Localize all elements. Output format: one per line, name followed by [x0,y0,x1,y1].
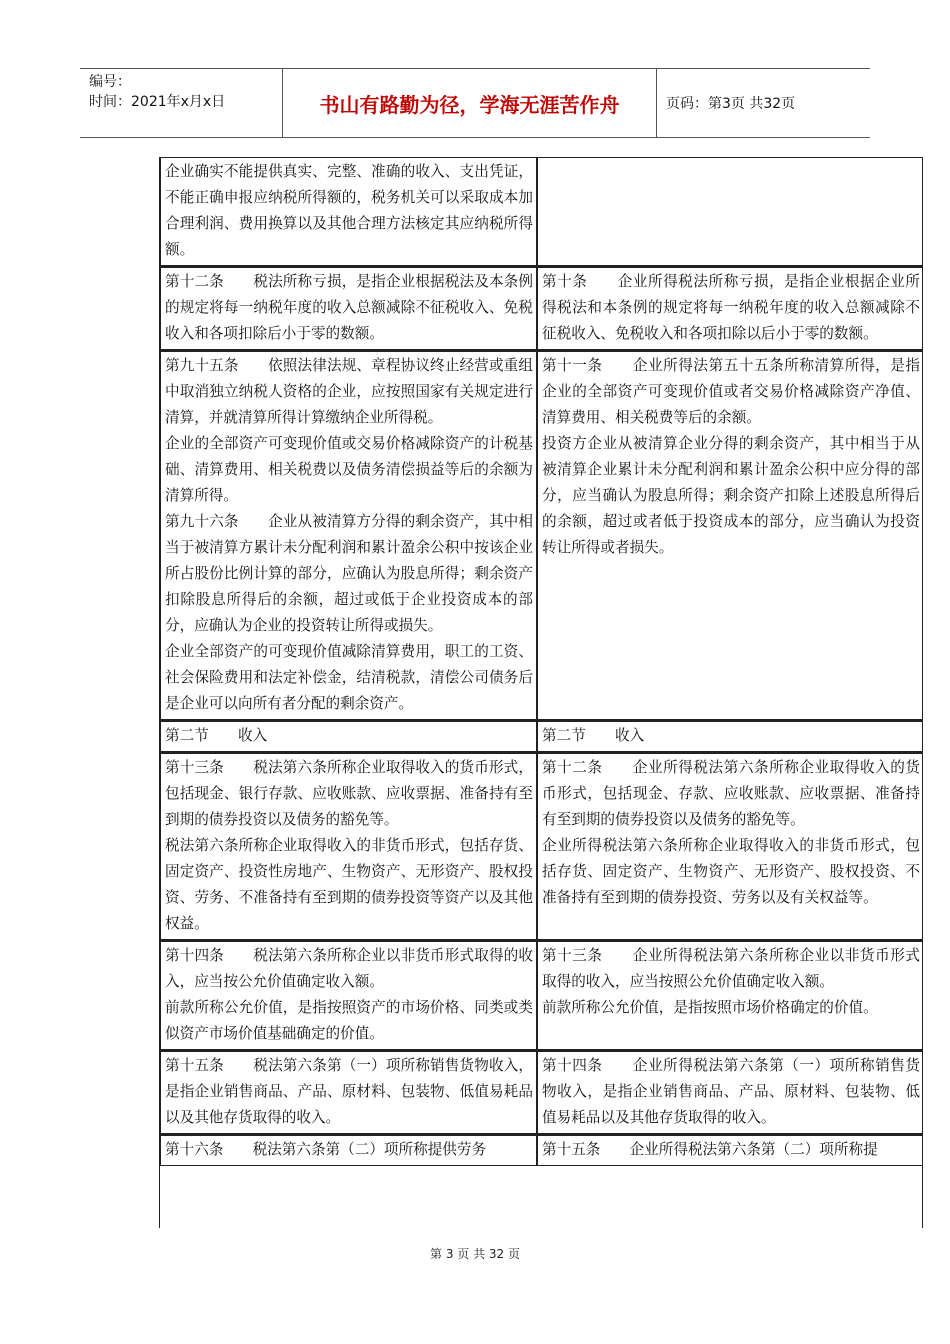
regulation-cell [160,1134,537,1166]
paragraph: 第十五条 税法第六条第（一）项所称销售货物收入，是指企业销售商品、产品、原材料、包装物、低值易耗品以及其他存货取得的收入。 [165,1057,533,1126]
draft-regulation-cell [537,1134,923,1166]
header-motto: 书山有路勤为径，学海无涯苦作舟 [283,69,657,137]
table-row [160,157,923,266]
draft-regulation-cell [537,266,923,350]
paragraph: 第九十六条 企业从被清算方分得的剩余资产，其中相当于被清算方累计未分配利润和累计盈余公积中按该企业所占股份比例计算的部分，应确认为股息所得；剩余资产扣除股息所得后的余额，超过或低于企业投资成本的部分，应确认为企业的投资转让所得或损失。 [165,513,533,634]
paragraph: 税法第六条所称企业取得收入的非货币形式，包括存货、固定资产、投资性房地产、生物资产、无形资产、股权投资、劳务、不准备持有至到期的债券投资等资产以及其他权益。 [165,837,533,932]
page-header [80,68,870,138]
paragraph: 第九十五条 依照法律法规、章程协议终止经营或重组中取消独立纳税人资格的企业，应按照国家有关规定进行清算，并就清算所得计算缴纳企业所得税。 [165,357,533,426]
paragraph: 企业所得税法第六条所称企业取得收入的非货币形式，包括存货、固定资产、生物资产、无形资产、股权投资、不准备持有至到期的债券投资、劳务以及有关权益等。 [542,837,920,906]
regulation-cell [160,266,537,350]
paragraph: 第二节 收入 [542,727,645,744]
table-row [160,720,923,752]
page-footer: 第 3 页 共 32 页 [430,1247,520,1261]
document-date-label: 时间：2021年x月x日 [89,94,226,110]
comparison-table [160,157,923,1166]
paragraph: 第十二条 企业所得税法第六条所称企业取得收入的货币形式，包括现金、存款、应收账款、应收票据、准备持有至到期的债券投资以及债务的豁免等。 [542,759,920,828]
header-meta [80,69,283,137]
paragraph: 第十三条 企业所得税法第六条所称企业以非货币形式取得的收入，应当按照公允价值确定收入额。 [542,947,920,990]
paragraph: 企业确实不能提供真实、完整、准确的收入、支出凭证，不能正确申报应纳税所得额的，税务机关可以采取成本加合理利润、费用换算以及其他合理方法核定其应纳税所得额。 [165,163,533,258]
paragraph: 第二节 收入 [165,727,268,744]
paragraph: 投资方企业从被清算企业分得的剩余资产，其中相当于从被清算企业累计未分配利润和累计盈余公积中应分得的部分，应当确认为股息所得；剩余资产扣除上述股息所得后的余额，超过或者低于投资成本的部分，应当确认为投资转让所得或者损失。 [542,435,920,556]
paragraph: 企业的全部资产可变现价值或交易价格减除资产的计税基础、清算费用、相关税费以及债务清偿损益等后的余额为清算所得。 [165,435,533,504]
comparison-table-body [160,157,923,1166]
draft-regulation-cell [537,157,923,266]
paragraph: 第十四条 企业所得税法第六条第（一）项所称销售货物收入，是指企业销售商品、产品、原材料、包装物、低值易耗品以及其他存货取得的收入。 [542,1057,920,1126]
paragraph: 第十六条 税法第六条第（二）项所称提供劳务 [165,1141,487,1158]
paragraph: 第十条 企业所得税法所称亏损，是指企业根据企业所得税法和本条例的规定将每一纳税年度的收入总额减除不征税收入、免税收入和各项扣除以后小于零的数额。 [542,273,920,342]
table-row [160,1134,923,1166]
draft-regulation-cell [537,350,923,720]
paragraph: 前款所称公允价值，是指按照市场价格确定的价值。 [542,999,878,1016]
paragraph: 第十五条 企业所得税法第六条第（二）项所称提 [542,1141,878,1158]
table-row [160,350,923,720]
draft-regulation-cell [537,752,923,940]
table-row [160,1050,923,1134]
paragraph: 第十一条 企业所得法第五十五条所称清算所得，是指企业的全部资产可变现价值或者交易价格减除资产净值、清算费用、相关税费等后的余额。 [542,357,920,426]
comparison-table-container [159,157,923,1228]
paragraph: 企业全部资产的可变现价值减除清算费用，职工的工资、社会保险费用和法定补偿金，结清税款，清偿公司债务后是企业可以向所有者分配的剩余资产。 [165,643,533,712]
header-page-number: 页码：第3页 共32页 [666,96,796,112]
draft-regulation-cell [537,940,923,1050]
regulation-cell [160,157,537,266]
regulation-cell [160,720,537,752]
regulation-cell [160,350,537,720]
regulation-cell [160,1050,537,1134]
regulation-cell [160,752,537,940]
document-number-label: 编号： [89,74,131,90]
draft-regulation-cell [537,720,923,752]
table-row [160,940,923,1050]
paragraph: 第十三条 税法第六条所称企业取得收入的货币形式，包括现金、银行存款、应收账款、应收票据、准备持有至到期的债券投资以及债务的豁免等。 [165,759,533,828]
table-row [160,752,923,940]
regulation-cell [160,940,537,1050]
draft-regulation-cell [537,1050,923,1134]
paragraph: 第十二条 税法所称亏损，是指企业根据税法及本条例的规定将每一纳税年度的收入总额减除不征税收入、免税收入和各项扣除后小于零的数额。 [165,273,533,342]
paragraph: 前款所称公允价值，是指按照资产的市场价格、同类或类似资产市场价值基础确定的价值。 [165,999,533,1042]
table-row [160,266,923,350]
paragraph: 第十四条 税法第六条所称企业以非货币形式取得的收入，应当按公允价值确定收入额。 [165,947,533,990]
